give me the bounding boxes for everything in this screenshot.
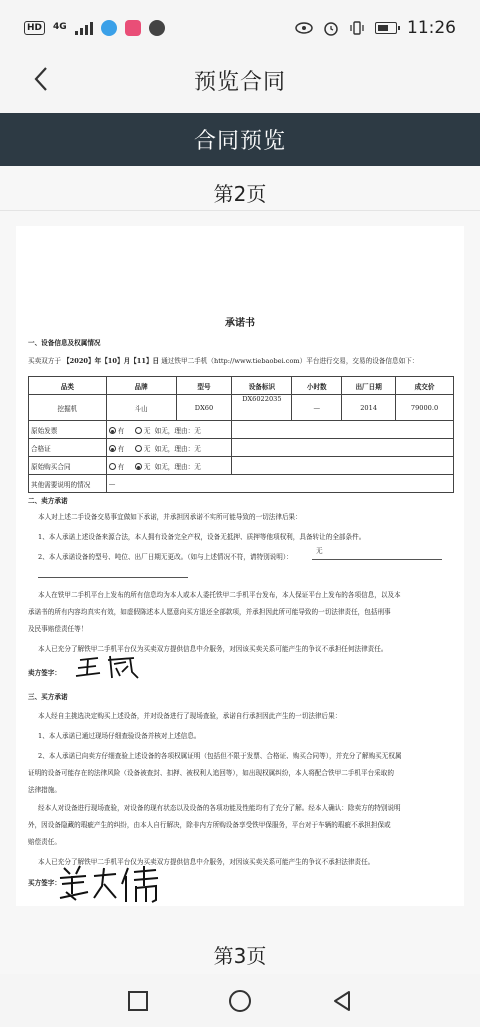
seller-text: 本人对上述二手设备交易事宜做如下承诺，并承担因承诺不实所可能导致的一切法律后果： [38, 513, 302, 521]
seller-fill-value: 无 [316, 547, 323, 555]
alarm-icon [323, 20, 339, 36]
table-header-row: 品类 品牌 型号 设备标识 小时数 出厂日期 成交价 [29, 377, 454, 395]
buyer-signature [56, 862, 166, 906]
buyer-text: 赔偿责任。 [28, 838, 61, 846]
contract-scroll-area[interactable] [0, 166, 480, 974]
fill-line [312, 559, 442, 560]
system-nav-bar [0, 974, 480, 1027]
table-row: 其他需要说明的情况 — [29, 475, 454, 493]
seller-text: 2、本人承诺设备的型号、吨位、出厂日期无更改。（如与上述情况不符，请特别说明）： [38, 553, 293, 561]
chevron-left-icon[interactable] [28, 65, 56, 93]
app-bar [0, 55, 480, 105]
intro-line: 买卖双方于 【2020】年【10】月【11】日 通过铁甲二手机（http://www.tiebaobei.com）平台进行交易，交易的设备信息如下： [28, 357, 419, 365]
status-bar [0, 0, 480, 55]
seller-text: 承诺书的所有内容均真实有效，如虚假陈述本人愿意向买方退还全部款项，并承担因此所可能导致的一切法律责任，包括刑事 [28, 608, 391, 616]
network-type: 4G [53, 22, 67, 32]
home-icon[interactable] [224, 985, 256, 1017]
buyer-text: 法律措施。 [28, 786, 61, 794]
table-row: 原始购买合同 有 无 如无，理由：无 [29, 457, 454, 475]
buyer-text: 2、本人承诺已向卖方仔细查验上述设备的各项权属证明（包括但不限于发票、合格证、购买合同等），并充分了解购买无权属 [38, 752, 402, 760]
seller-text: 1、本人承诺上述设备来源合法，本人拥有设备完全产权，设备无抵押、质押等他项权利，具备转让的全部条件。 [38, 533, 366, 541]
app-icon [125, 20, 141, 36]
fill-line [38, 577, 188, 578]
vibrate-icon [349, 20, 365, 36]
divider [0, 210, 480, 211]
section-1-heading: 一、设备信息及权属情况 [28, 339, 101, 347]
seller-text: 本人已充分了解铁甲二手机平台仅为买卖双方提供信息中介服务，对因该买卖关系可能产生的争议不承担任何法律责任。 [38, 645, 388, 653]
table-row: 挖掘机 斗山 DX60 DX6022035 — 2014 79000.0 [29, 395, 454, 421]
signal-icon [75, 21, 93, 35]
section-3-heading: 三、买方承诺 [28, 693, 68, 701]
buyer-text: 1、本人承诺已通过现场仔细查验设备并核对上述信息。 [38, 732, 201, 740]
buyer-sign-label: 买方签字： [28, 879, 61, 887]
app-icon [101, 20, 117, 36]
page-title: 预览合同 [193, 69, 286, 95]
seller-sign-label: 卖方签字： [28, 669, 61, 677]
equipment-table [28, 376, 454, 493]
wechat-icon [149, 20, 165, 36]
buyer-text: 证明的设备可能存在的法律风险（设备被查封、扣押、被权利人追回等），如出现权属纠纷，本人将配合铁甲二手机平台采取的 [28, 769, 394, 777]
seller-text: 本人在铁甲二手机平台上发布的所有信息均为本人或本人委托铁甲二手机平台发布，本人保证平台上发布的各项信息，以及本 [38, 591, 401, 599]
hd-icon: HD [24, 21, 45, 35]
preview-banner [0, 113, 480, 166]
seller-text: 及民事赔偿责任等！ [28, 625, 88, 633]
contract-page [16, 226, 464, 906]
battery-icon [375, 22, 397, 34]
back-icon[interactable] [326, 985, 358, 1017]
buyer-text: 经本人对设备进行现场查验，对设备的现有状态以及设备的各项功能及性能均有了充分了解。经本人确认：除卖方的特别说明 [38, 804, 401, 812]
buyer-text: 本人已充分了解铁甲二手机平台仅为买卖双方提供信息中介服务，对因该买卖关系可能产生的争议不承担法律责任。 [38, 858, 375, 866]
page-2-label: 第2页 [213, 182, 267, 206]
buyer-text: 外，因设备隐藏的瑕疵产生的纠纷，由本人自行解决，除非内方所购设备享受铁甲保服务，平台对于车辆的瑕疵不承担担保或 [28, 821, 391, 829]
recent-apps-icon[interactable] [122, 985, 154, 1017]
seller-signature [74, 650, 140, 682]
doc-title: 承诺书 [225, 318, 255, 329]
buyer-text: 本人经自主挑选决定购买上述设备，并对设备进行了现场查验，承诺自行承担因此产生的一切法律后果： [38, 712, 342, 720]
banner-title: 合同预览 [193, 129, 286, 154]
eye-icon [295, 22, 313, 34]
page-3-label: 第3页 [213, 944, 267, 968]
section-2-heading: 二、卖方承诺 [28, 497, 68, 505]
clock: 11:26 [407, 17, 456, 38]
table-row: 原始发票 有 无 如无，理由：无 [29, 421, 454, 439]
table-row: 合格证 有 无 如无，理由：无 [29, 439, 454, 457]
